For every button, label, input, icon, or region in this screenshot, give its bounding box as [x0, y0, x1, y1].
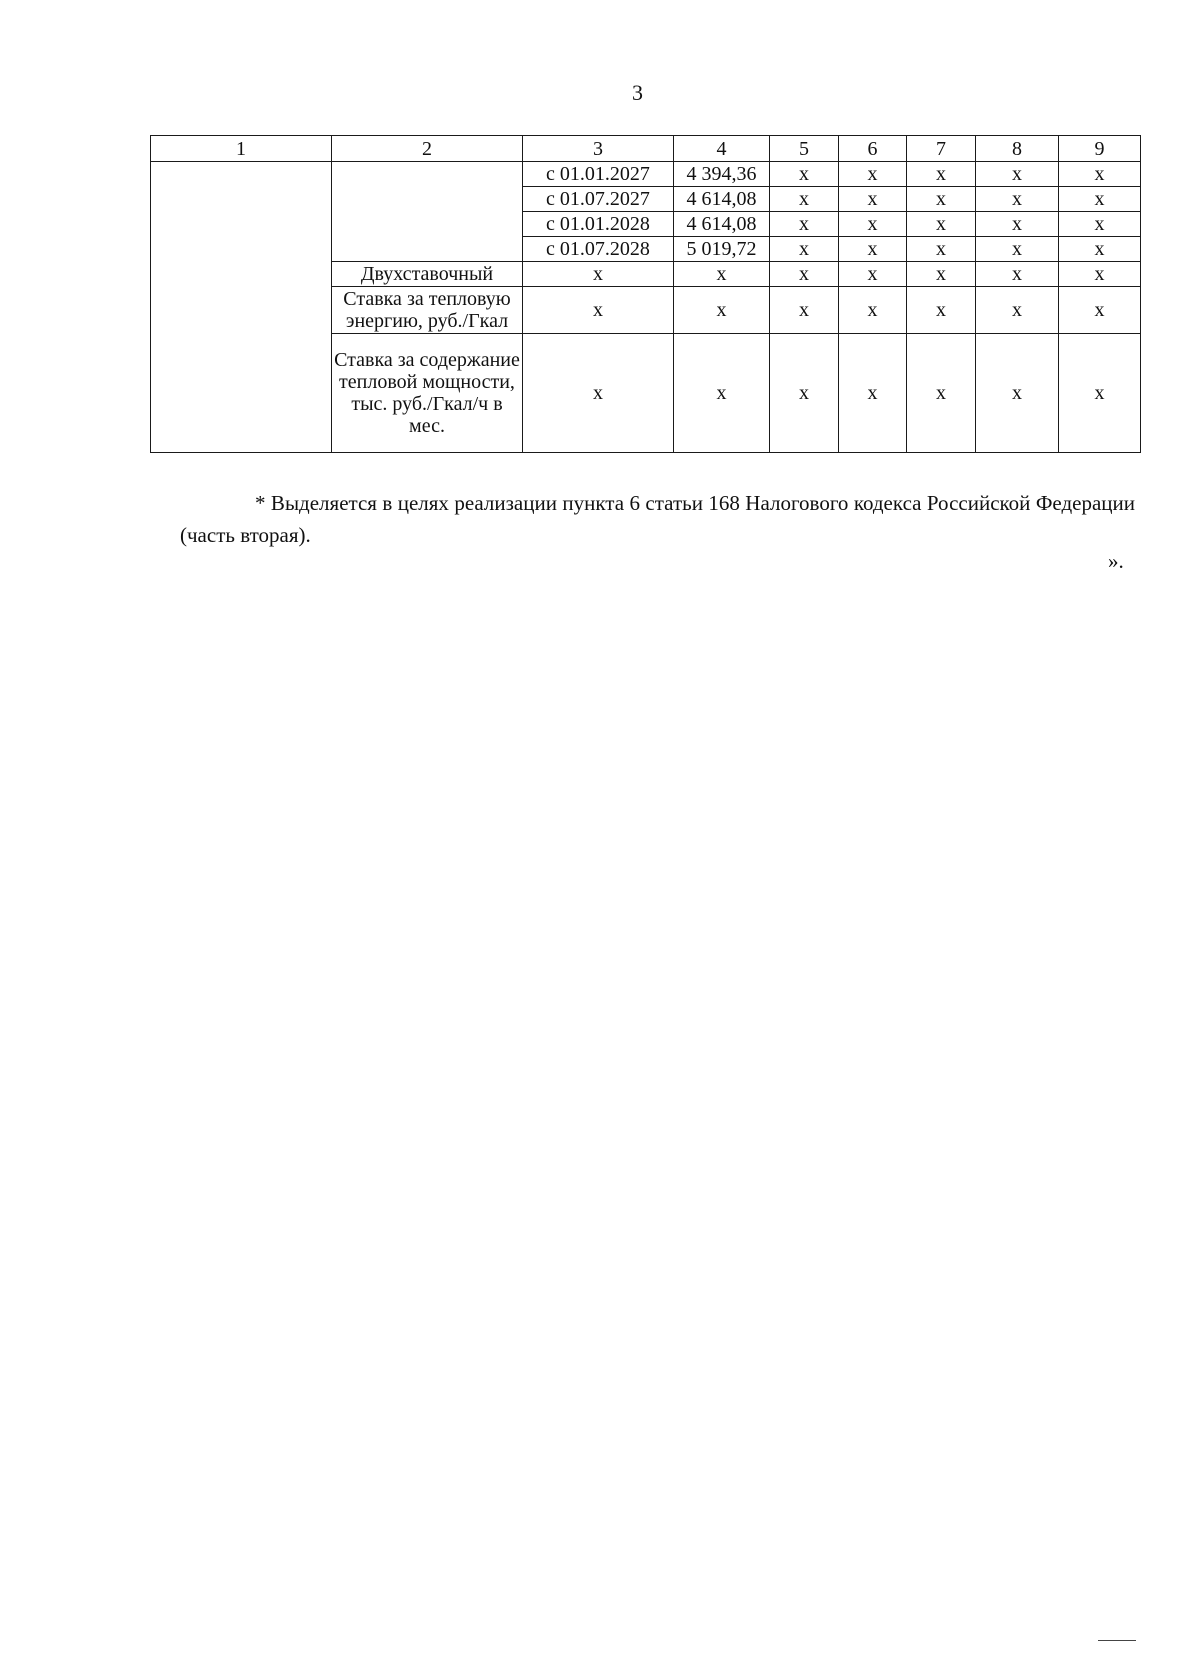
- table-cell: х: [1059, 212, 1141, 237]
- table-cell: х: [674, 262, 770, 287]
- scan-corner-line: [1098, 1640, 1136, 1641]
- table-header-row: [151, 136, 1141, 162]
- column-header: 9: [1059, 136, 1141, 162]
- table-cell: х: [907, 237, 976, 262]
- column-header: 5: [770, 136, 839, 162]
- table-cell: х: [770, 212, 839, 237]
- tariff-value-cell: 4 614,08: [674, 212, 770, 237]
- tariff-value-cell: 4 614,08: [674, 187, 770, 212]
- closing-quote: ».: [1108, 549, 1124, 573]
- period-cell: с 01.07.2028: [523, 237, 674, 262]
- table-cell: х: [839, 262, 907, 287]
- table-cell: х: [839, 334, 907, 453]
- table-cell: х: [770, 162, 839, 187]
- column-header: 2: [332, 136, 523, 162]
- tariff-value-cell: 4 394,36: [674, 162, 770, 187]
- row-label-cell: Ставка за тепловую энергию, руб./Гкал: [332, 287, 523, 334]
- table-cell: х: [1059, 237, 1141, 262]
- table-cell: х: [976, 237, 1059, 262]
- table-row: [151, 162, 1141, 187]
- empty-cell: [332, 162, 523, 262]
- column-header: 3: [523, 136, 674, 162]
- column-header: 4: [674, 136, 770, 162]
- column-header: 7: [907, 136, 976, 162]
- table-cell: х: [1059, 187, 1141, 212]
- column-header: 1: [151, 136, 332, 162]
- table-cell: х: [839, 162, 907, 187]
- table-cell: х: [907, 187, 976, 212]
- table-cell: х: [674, 287, 770, 334]
- table-cell: х: [976, 262, 1059, 287]
- table-cell: х: [976, 212, 1059, 237]
- table-cell: х: [839, 237, 907, 262]
- table-cell: х: [907, 287, 976, 334]
- table-cell: х: [1059, 287, 1141, 334]
- period-cell: с 01.07.2027: [523, 187, 674, 212]
- table-cell: х: [976, 287, 1059, 334]
- row-label-cell: Двухставочный: [332, 262, 523, 287]
- page-number: 3: [632, 80, 643, 105]
- period-cell: с 01.01.2027: [523, 162, 674, 187]
- tariff-table: [150, 135, 1141, 453]
- table-cell: х: [770, 287, 839, 334]
- table-cell: х: [770, 237, 839, 262]
- table-cell: х: [976, 334, 1059, 453]
- table-cell: х: [976, 187, 1059, 212]
- table-cell: х: [976, 162, 1059, 187]
- table-cell: х: [674, 334, 770, 453]
- table-cell: х: [523, 287, 674, 334]
- table-cell: х: [770, 262, 839, 287]
- column-header: 8: [976, 136, 1059, 162]
- table-cell: х: [523, 262, 674, 287]
- table-cell: х: [770, 187, 839, 212]
- table-cell: х: [1059, 262, 1141, 287]
- period-cell: с 01.01.2028: [523, 212, 674, 237]
- column-header: 6: [839, 136, 907, 162]
- footnote: [180, 487, 1135, 551]
- table-cell: х: [907, 334, 976, 453]
- table-cell: х: [839, 287, 907, 334]
- footnote-text: * Выделяется в целях реализации пункта 6 статьи 168 Налогового кодекса Российской Федерации (часть вторая).: [180, 491, 1135, 547]
- empty-cell: [151, 162, 332, 453]
- table-cell: х: [907, 162, 976, 187]
- table-cell: х: [1059, 162, 1141, 187]
- row-label-cell: Ставка за содержание тепловой мощности, тыс. руб./Гкал/ч в мес.: [332, 334, 523, 453]
- table-cell: х: [839, 187, 907, 212]
- table-cell: х: [839, 212, 907, 237]
- table-cell: х: [907, 212, 976, 237]
- table-cell: х: [523, 334, 674, 453]
- table-cell: х: [1059, 334, 1141, 453]
- tariff-value-cell: 5 019,72: [674, 237, 770, 262]
- table-cell: х: [770, 334, 839, 453]
- table-cell: х: [907, 262, 976, 287]
